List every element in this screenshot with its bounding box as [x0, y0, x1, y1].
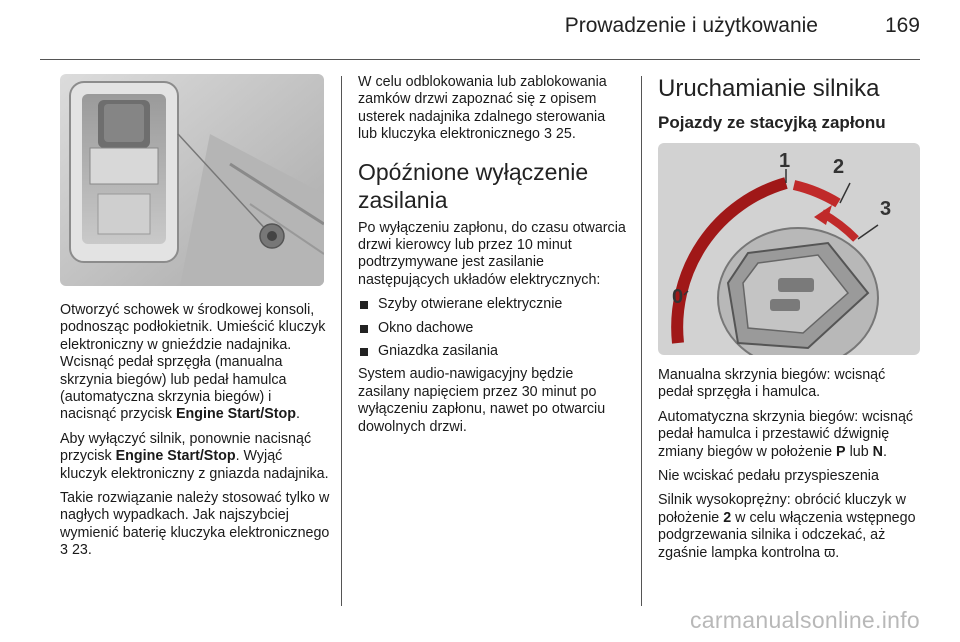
list-item: Szyby otwierane elektrycznie [358, 296, 628, 313]
paragraph-automatic-gearbox: Automatyczna skrzynia biegów: wcisnąć pedał hamulca i przestawić dźwignię zmiany biegów w położenie P lub N. [658, 408, 914, 460]
position-label-1: 1 [779, 150, 791, 172]
paragraph-diesel-note: Silnik wysokoprężny: obrócić kluczyk w położenie 2 w celu włączenia wstępnego podgrzewania silnika i odczekać, aż zgaśnie lampka kontrolna ϖ. [658, 492, 916, 561]
paragraph-stop-procedure: Aby wyłączyć silnik, ponownie nacisnąć przycisk Engine Start/Stop. Wyjąć kluczyk elektroniczny z gniazda nadajnika. [60, 430, 329, 482]
paragraph-start-procedure: Otworzyć schowek w środkowej konsoli, podnosząc podłokietnik. Umieścić kluczyk elektroniczny w gnieździe nadajnika. Wcisnąć pedał sprzęgła (manualna skrzynia biegów) lub pedał hamulca (automatyczna skrzynia biegów) i nacisnąć przycisk Engine Start/Stop. [60, 302, 326, 423]
header-rule [40, 59, 920, 60]
console-key-slot-illustration [60, 74, 324, 286]
paragraph-manual-gearbox: Manualna skrzynia biegów: wcisnąć pedał sprzęgła i hamulca. [658, 367, 886, 401]
column-divider-2 [641, 76, 642, 606]
list-item: Okno dachowe [358, 320, 628, 337]
powered-systems-list [358, 296, 628, 360]
paragraph-delayed-power: Po wyłączeniu zapłonu, do czasu otwarcia drzwi kierowcy lub przez 10 minut podtrzymywane jest zasilanie następujących układów elektrycznych: [358, 219, 626, 288]
paragraph-emergency-note: Takie rozwiązanie należy stosować tylko w nagłych wypadkach. Jak najszybciej wymienić baterię kluczyka elektronicznego 3 23. [60, 490, 330, 559]
engine-start-stop-label: Engine Start/Stop [176, 406, 296, 423]
ignition-positions-figure [658, 143, 920, 355]
paragraph-lock-note: W celu odblokowania lub zablokowania zamków drzwi zapoznać się z opisem usterek nadajnika zdalnego sterowania lub kluczyka elektronicznego 3 25. [358, 74, 607, 143]
page-reference: 25. [555, 126, 576, 143]
position-label-0: 0 [672, 286, 684, 308]
section-heading-delayed-power-off: Opóźnione wyłączenie zasilania [358, 158, 589, 213]
position-label-2: 2 [833, 156, 845, 178]
engine-start-stop-label: Engine Start/Stop [115, 448, 236, 465]
glow-plug-icon: ϖ [824, 544, 836, 561]
console-key-slot-figure [60, 74, 324, 286]
column-3 [658, 74, 920, 569]
section-heading-engine-start: Uruchamianie silnika [658, 75, 880, 102]
paragraph-accelerator-note: Nie wciskać pedału przyspieszenia [658, 468, 879, 485]
ignition-positions-illustration [658, 143, 920, 355]
column-2 [358, 74, 628, 443]
watermark: carmanualsonline.info [689, 607, 920, 633]
list-item: Gniazdka zasilania [358, 343, 628, 360]
subheading-ignition-switch: Pojazdy ze stacyjką zapłonu [658, 113, 886, 132]
position-label-3: 3 [880, 198, 892, 220]
column-divider-1 [341, 76, 342, 606]
page-reference: 23. [71, 542, 92, 559]
column-1 [60, 74, 330, 567]
page-number: 169 [884, 14, 920, 37]
page-reference-icon: 3 [60, 542, 68, 559]
header-title: Prowadzenie i użytkowanie [564, 14, 818, 37]
paragraph-audio-note: System audio-nawigacyjny będzie zasilany napięciem przez 30 minut po wyłączeniu zapłonu, nawet po otwarciu dowolnych drzwi. [358, 366, 606, 435]
page-reference-icon: 3 [543, 126, 552, 143]
